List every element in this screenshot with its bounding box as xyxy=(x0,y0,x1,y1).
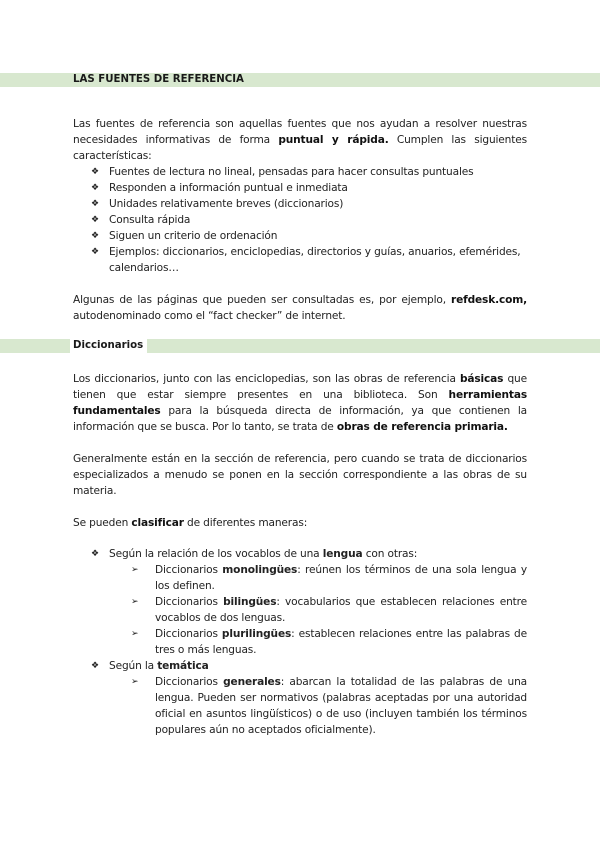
list-item: ❖ Ejemplos: diccionarios, enciclopedias, directorios y guías, anuarios, efemérides, calendarios… xyxy=(91,246,521,274)
arrow-bullet-icon: ➢ xyxy=(131,629,139,639)
list-item: ❖ Fuentes de lectura no lineal, pensadas para hacer consultas puntuales xyxy=(91,166,474,178)
list-item: ❖ Responden a información puntual e inmediata xyxy=(91,182,348,194)
refdesk-paragraph: Algunas de las páginas que pueden ser consultadas es, por ejemplo, refdesk.com, autodenominado como el “fact checker” de internet. xyxy=(73,294,527,322)
diamond-bullet-icon: ❖ xyxy=(91,549,99,559)
section-title-diccionarios: Diccionarios xyxy=(70,339,147,353)
diamond-bullet-icon: ❖ xyxy=(91,167,99,177)
list-item: ❖ Unidades relativamente breves (diccionarios) xyxy=(91,198,344,210)
list-item: ❖ Consulta rápida xyxy=(91,214,191,226)
list-item: ➢ Diccionarios plurilingües: establecen relaciones entre las palabras de tres o más lenguas. xyxy=(131,628,527,656)
arrow-bullet-icon: ➢ xyxy=(131,565,139,575)
diamond-bullet-icon: ❖ xyxy=(91,661,99,671)
diamond-bullet-icon: ❖ xyxy=(91,215,99,225)
classification-intro: Se pueden clasificar de diferentes maneras: xyxy=(73,517,308,529)
list-item: ➢ Diccionarios generales: abarcan la totalidad de las palabras de una lengua. Pueden ser normativos (palabras aceptadas por una autoridad oficial en asuntos lingüísticos) o de uso (incluyen también los términos populares aún no aceptados oficialmente). xyxy=(131,676,528,736)
diamond-bullet-icon: ❖ xyxy=(91,231,99,241)
arrow-bullet-icon: ➢ xyxy=(131,597,139,607)
characteristics-list xyxy=(91,164,531,276)
list-item: ❖ Siguen un criterio de ordenación xyxy=(91,230,278,242)
section-title-fuentes: LAS FUENTES DE REFERENCIA xyxy=(73,74,244,85)
diamond-bullet-icon: ❖ xyxy=(91,247,99,257)
classification-item-tematica: ❖ Según la temática ➢ Diccionarios generales: abarcan la totalidad de las palabras de una lengua. Pueden ser normativos (palabras aceptadas por una autoridad oficial en asuntos lingüísticos) o de uso (incluyen también los términos populares aún no aceptados oficialmente). xyxy=(91,660,528,736)
classification-list xyxy=(91,546,527,738)
diamond-bullet-icon: ❖ xyxy=(91,183,99,193)
diamond-bullet-icon: ❖ xyxy=(91,199,99,209)
dictionaries-paragraph-1: Los diccionarios, junto con las enciclopedias, son las obras de referencia básicas que tienen que estar siempre presentes en una biblioteca. Son herramientas fundamentales para la búsqueda directa de información, ya que contienen la información que se busca. Por lo tanto, se trata de obras de referencia primaria. xyxy=(73,373,527,433)
arrow-bullet-icon: ➢ xyxy=(131,677,139,687)
list-item: ➢ Diccionarios monolingües: reúnen los términos de una sola lengua y los definen. xyxy=(131,564,527,592)
intro-paragraph: Las fuentes de referencia son aquellas fuentes que nos ayudan a resolver nuestras necesidades informativas de forma puntual y rápida. Cumplen las siguientes características: xyxy=(73,118,527,162)
dictionaries-paragraph-2: Generalmente están en la sección de referencia, pero cuando se trata de diccionarios especializados a menudo se ponen en la sección correspondiente a las obras de su materia. xyxy=(73,453,527,497)
list-item: ➢ Diccionarios bilingües: vocabularios que establecen relaciones entre vocablos de dos lenguas. xyxy=(131,596,527,624)
classification-item-lengua: ❖ Según la relación de los vocablos de una lengua con otras: ➢ Diccionarios monolingües: reúnen los términos de una sola lengua y los definen. ➢ Diccionarios bilingües: vocabularios que establecen relaciones entre vocablos de dos lenguas. ➢ Diccionarios plurilingües: establecen relaciones entre las palabras de tres o más lenguas. xyxy=(91,548,527,656)
